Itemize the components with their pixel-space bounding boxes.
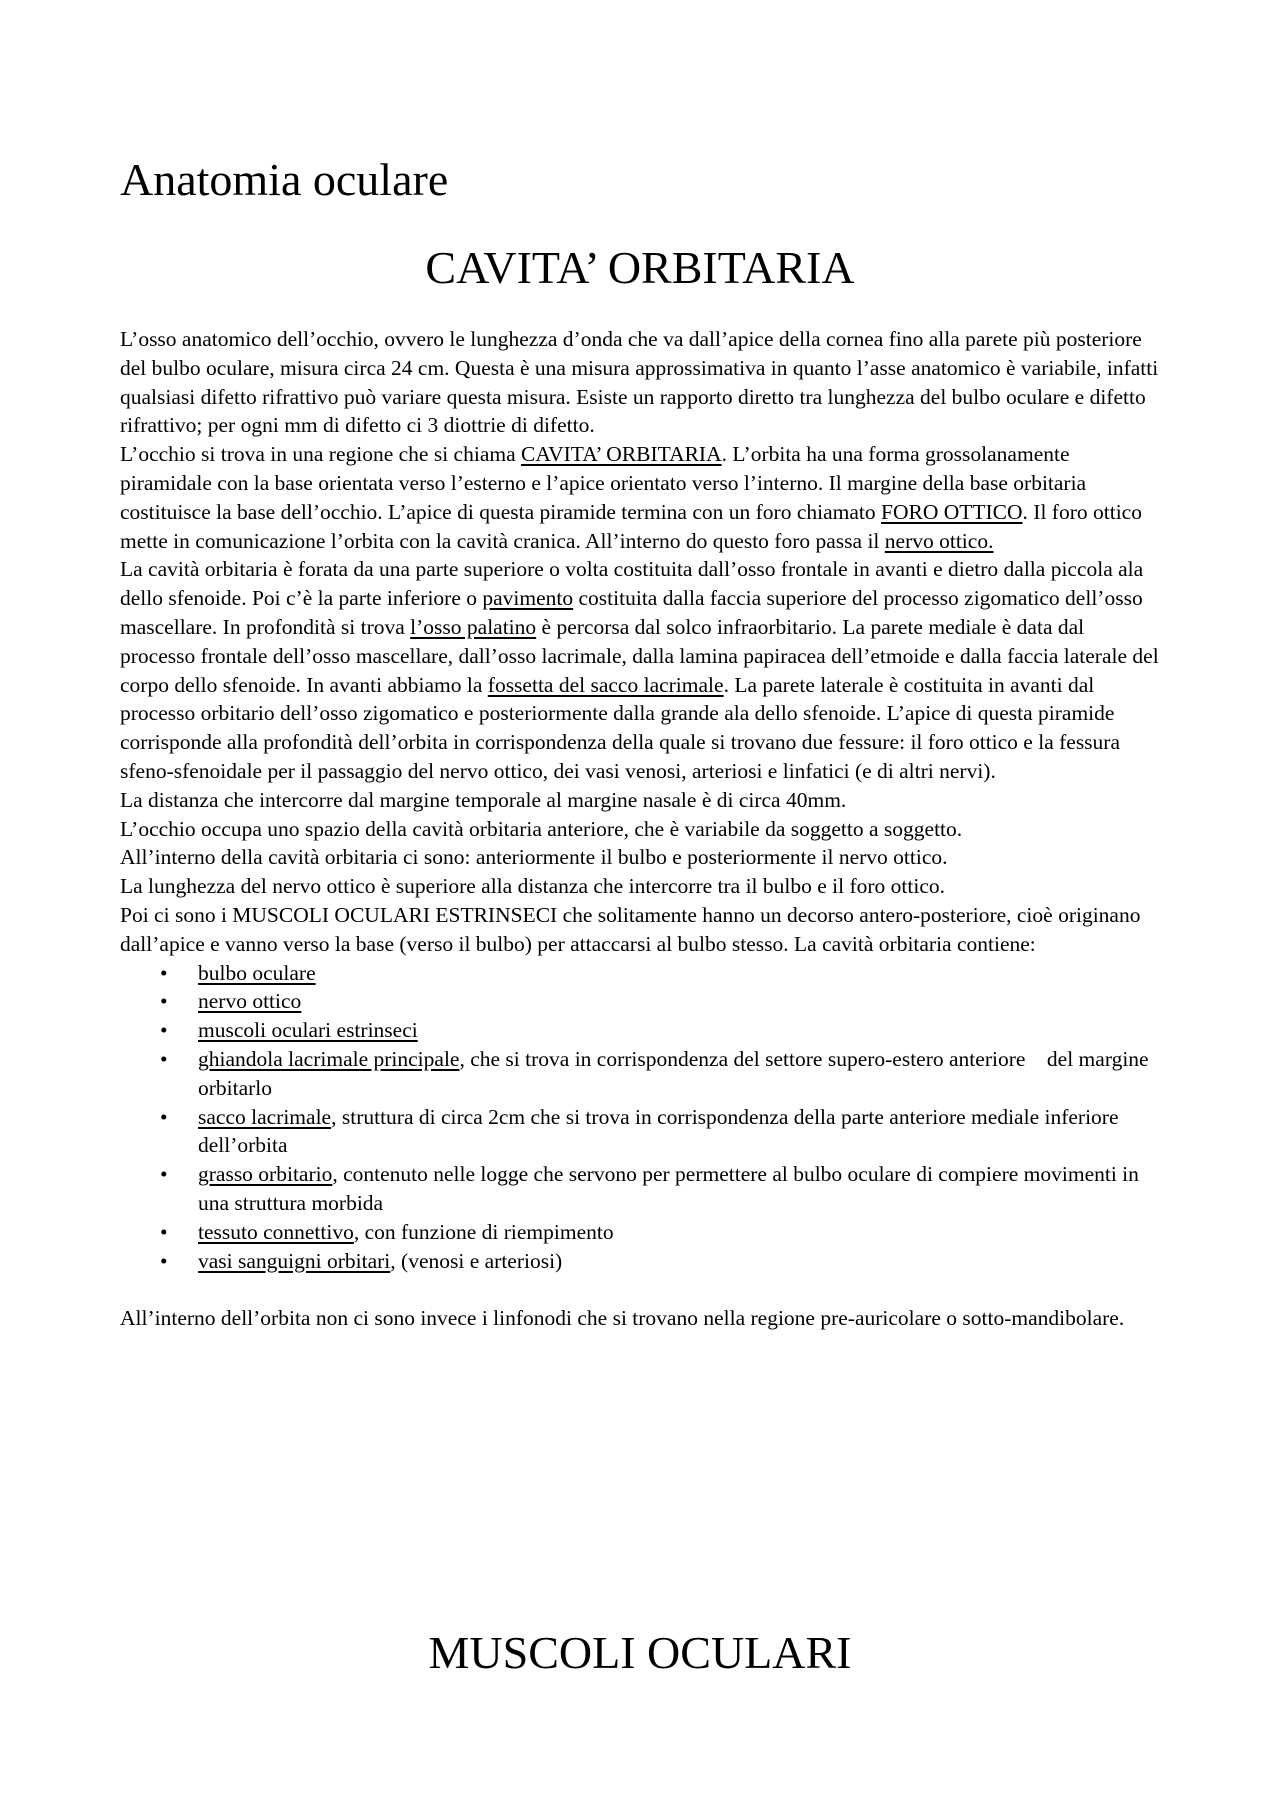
paragraph: La distanza che intercorre dal margine temporale al margine nasale è di circa 40mm. [120,787,847,812]
list-item-term: ghiandola lacrimale principale [198,1046,460,1071]
list-item [160,1103,1160,1161]
text-run: è percorsa dal solco infraorbitario. La parete mediale è data dal processo frontale dell’osso mascellare, dall’osso lacrimale, dalla lamina papiracea dell’etmoide e dalla faccia laterale del corpo dello sfenoide. In avanti abbiamo la [120,614,1159,697]
list-item-term: tessuto connettivo [198,1219,354,1244]
text-run: . Il foro ottico mette in comunicazione l’orbita con la cavità cranica. All’interno do questo foro passa il [120,499,1142,553]
list-item-text: , che si trova in corrispondenza del settore supero-estero anteriore del margine orbitarlo [198,1046,1154,1100]
blank-line [120,1275,1160,1304]
paragraph: All’interno della cavità orbitaria ci sono: anteriormente il bulbo e posteriormente il nervo ottico. [120,845,948,870]
paragraph: All’interno dell’orbita non ci sono invece i linfonodi che si trovano nella regione pre-auricolare o sotto-mandibolare. [120,1306,1125,1331]
text-run: costituita dalla faccia superiore del processo zigomatico dell’osso mascellare. In profondità si trova [120,586,1143,639]
bullet-icon: • [160,1104,168,1129]
list-item-term: sacco lacrimale [198,1104,332,1129]
paragraph: L’occhio occupa uno spazio della cavità orbitaria anteriore, che è variabile da soggetto a soggetto. [120,816,963,841]
bullet-icon: • [160,1162,168,1187]
text-run: La cavità orbitaria è forata da una parte superiore o volta costituita dall’osso frontale in avanti e dietro dalla piccola ala dello sfenoide. Poi c’è la parte inferiore o [120,557,1144,611]
list-item [160,1016,1160,1045]
section-heading-cavita-orbitaria: CAVITA’ ORBITARIA [425,242,855,293]
text-run: . L’orbita ha una forma grossolanamente piramidale con la base orientata verso l’esterno e l’apice orientato verso l’interno. Il margine della base orbitaria costituisce la base dell’occhio. L’apice di questa piramide termina con un foro chiamato [120,442,1087,524]
list-item-text: , struttura di circa 2cm che si trova in corrispondenza della parte anteriore mediale inferiore dell’orbita [198,1104,1119,1158]
list-item [160,959,1160,988]
paragraph: L’osso anatomico dell’occhio, ovvero le lunghezza d’onda che va dall’apice della cornea fino alla parete più posteriore del bulbo oculare, misura circa 24 cm. Questa è una misura approssimativa in quanto l’asse anatomico è variabile, infatti qualsiasi difetto rifrattivo può variare questa misura. Esiste un rapporto diretto tra lunghezza del bulbo oculare e difetto rifrattivo; per ogni mm di difetto ci 3 diottrie di difetto. [120,327,1159,438]
list-item [160,987,1160,1016]
paragraph [120,440,1160,555]
text-run: . La parete laterale è costituita in avanti dal processo orbitario dell’osso zigomatico e posteriormente dalla grande ala dello sfenoide. L’apice di questa piramide corrisponde alla profondità dell’orbita in corrispondenza della quale si trovano due fessure: il foro ottico e la fessura sfeno-sfenoidale per il passaggio del nervo ottico, dei vasi venosi, arteriosi e linfatici (e di altri nervi). [120,672,1121,783]
list-item [160,1160,1160,1218]
underlined-term: nervo ottico. [884,528,994,553]
document-title: Anatomia oculare [120,154,449,205]
section-body-cavita-orbitaria [120,325,1160,1333]
list-item-term: grasso orbitario [198,1162,333,1187]
bullet-icon: • [160,1219,168,1244]
list-item [160,1218,1160,1247]
underlined-term: FORO OTTICO [881,499,1023,524]
bullet-icon: • [160,1018,168,1043]
bullet-icon: • [160,989,168,1014]
text-run: L’occhio si trova in una regione che si chiama [120,442,522,467]
bullet-icon: • [160,960,168,985]
list-item-text: , (venosi e arteriosi) [390,1248,563,1273]
list-item-term: bulbo oculare [198,960,316,985]
list-item-text: , contenuto nelle logge che servono per permettere al bulbo oculare di compiere movimenti in una struttura morbida [198,1162,1139,1215]
contents-list [120,959,1160,1276]
list-item-term: vasi sanguigni orbitari [198,1248,391,1273]
list-item [160,1045,1160,1103]
list-item-term: nervo ottico [198,989,302,1014]
underlined-term: CAVITA’ ORBITARIA [521,442,722,467]
paragraph [120,555,1160,785]
underlined-term: fossetta del sacco lacrimale [487,672,724,697]
paragraph: La lunghezza del nervo ottico è superiore alla distanza che intercorre tra il bulbo e il foro ottico. [120,874,946,899]
section-heading-muscoli-oculari: MUSCOLI OCULARI [428,1627,852,1678]
bullet-icon: • [160,1046,168,1071]
list-item [160,1247,1160,1276]
paragraph: Poi ci sono i MUSCOLI OCULARI ESTRINSECI che solitamente hanno un decorso antero-posteriore, cioè originano dall’apice e vanno verso la base (verso il bulbo) per attaccarsi al bulbo stesso. La cavità orbitaria contiene: [120,902,1141,956]
underlined-term: l’osso palatino [410,614,537,639]
list-item-term: muscoli oculari estrinseci [198,1018,418,1043]
bullet-icon: • [160,1248,168,1273]
underlined-term: pavimento [482,586,574,611]
list-item-text: , con funzione di riempimento [353,1219,614,1244]
